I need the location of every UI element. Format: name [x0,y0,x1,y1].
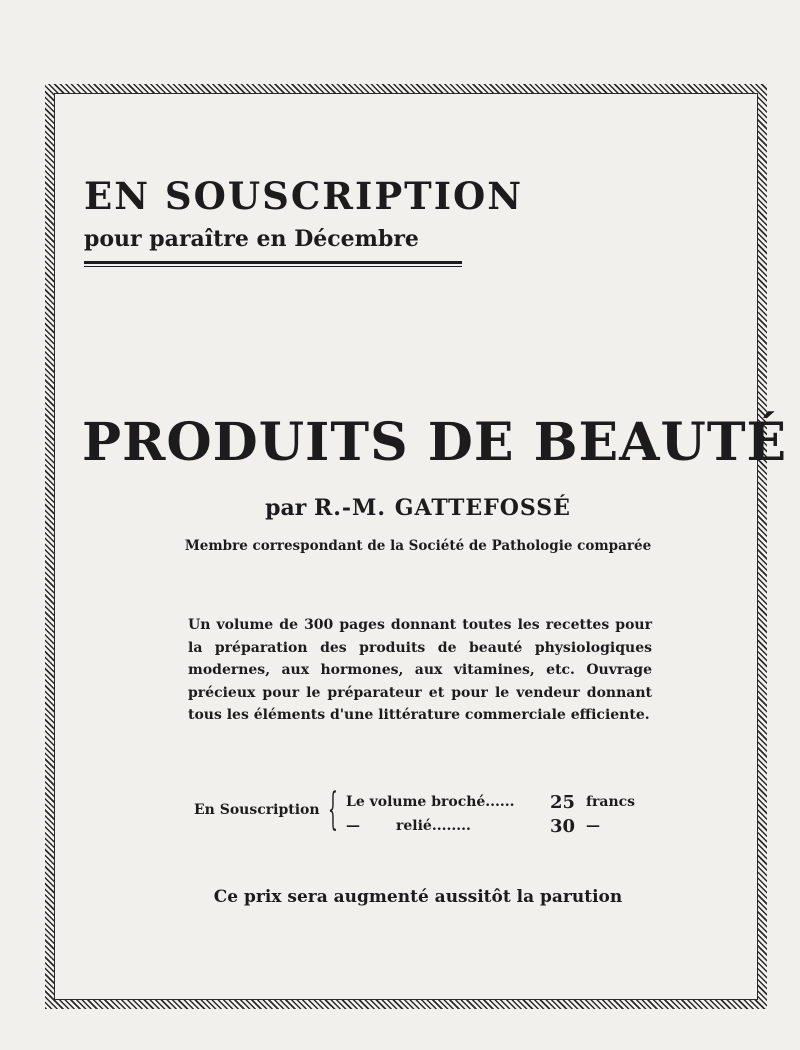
price-row-broche [346,792,646,814]
price-broche-value: 25 [550,792,576,813]
price-relie-value: 30 [550,816,576,837]
parution-subtitle: pour paraître en Décembre [84,226,419,252]
price-relie-dash: — [346,818,360,834]
souscription-heading: EN SOUSCRIPTION [84,174,524,218]
price-broche-label: Le volume broché...... [346,794,515,810]
price-increase-note: Ce prix sera augmenté aussitôt la parution [213,887,623,907]
book-title: PRODUITS DE BEAUTÉ [82,412,788,473]
pricing-brace-glyph: { [328,784,338,835]
price-relie-label: relié........ [396,818,471,834]
author-prefix: par [265,495,307,521]
pricing-block [194,784,654,838]
heading-underline [84,261,462,267]
price-relie-currency-dash: — [586,818,600,834]
author-name: R.-M. GATTEFOSSÉ [313,495,571,521]
price-row-relie [346,816,646,838]
pricing-label: En Souscription [194,802,320,818]
author-line [0,495,800,521]
author-affiliation: Membre correspondant de la Société de Pathologie comparée [184,538,652,554]
book-description: Un volume de 300 pages donnant toutes les recettes pour la préparation des produits de beauté physiologiques modernes, aux hormones, aux vitamines, etc. Ouvrage précieux pour le préparateur et pour le vendeur donnant tous les éléments d'une littérature commerciale efficiente. [188,617,652,723]
price-currency: francs [586,794,636,810]
